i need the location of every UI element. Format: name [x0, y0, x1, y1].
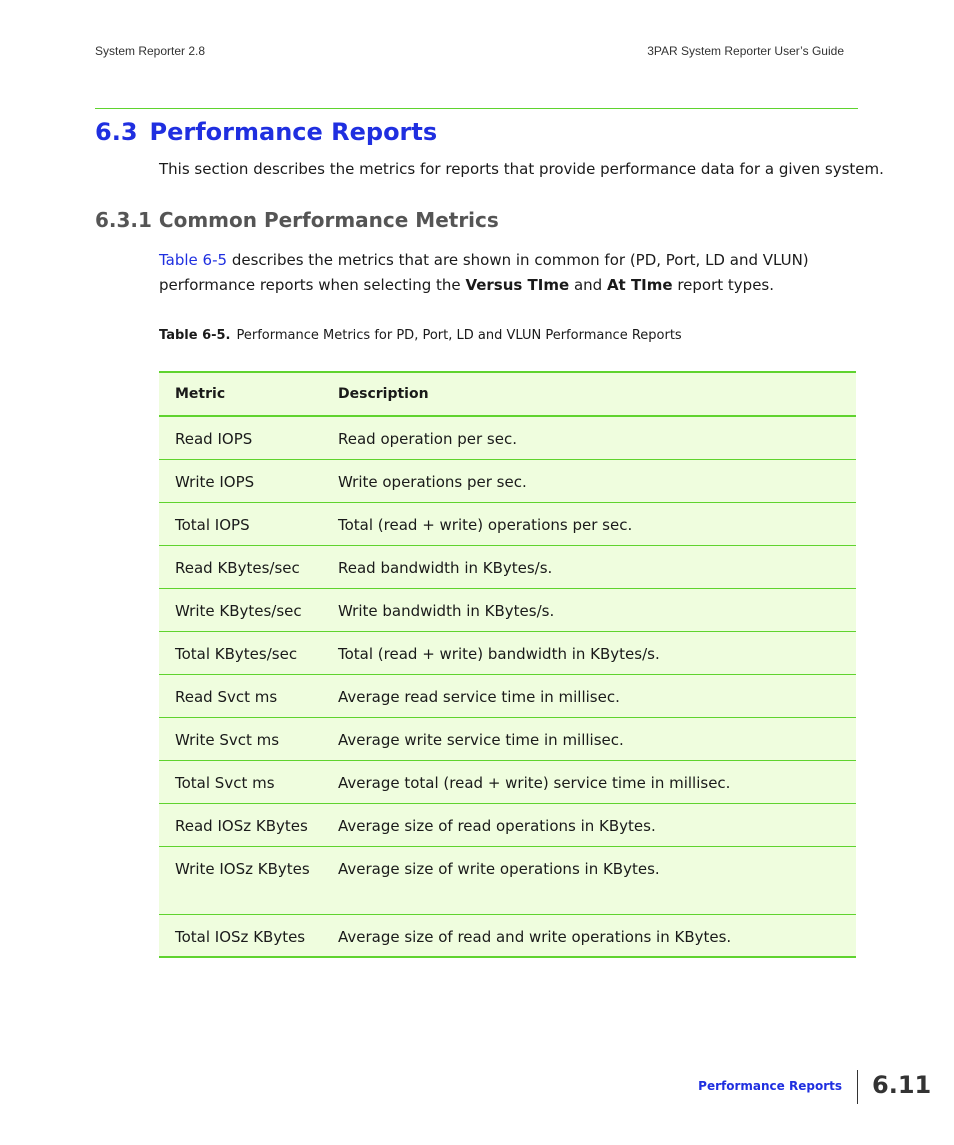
section-title: Performance Reports	[149, 118, 438, 146]
paragraph-text-2: and	[569, 276, 607, 294]
footer-divider	[857, 1070, 858, 1104]
metric-cell: Write KBytes/sec	[159, 588, 322, 631]
table-row	[159, 914, 856, 957]
description-cell: Average read service time in millisec.	[322, 674, 856, 717]
metric-cell: Total IOSz KBytes	[159, 914, 322, 957]
table-row	[159, 502, 856, 545]
table-reference-link[interactable]: Table 6-5	[159, 251, 228, 269]
table-row	[159, 459, 856, 502]
description-cell: Average size of read and write operations in KBytes.	[322, 914, 856, 957]
running-header-right: 3PAR System Reporter User’s Guide	[647, 44, 844, 58]
metric-cell: Total IOPS	[159, 502, 322, 545]
section-heading	[95, 118, 437, 146]
description-cell: Average size of write operations in KBytes.	[322, 846, 856, 914]
table-caption	[159, 328, 682, 343]
running-header-left: System Reporter 2.8	[95, 44, 206, 58]
metric-cell: Write IOSz KBytes	[159, 846, 322, 914]
page-number: 6.11	[872, 1071, 932, 1099]
at-time-term: At TIme	[606, 276, 673, 294]
table-header-row	[159, 372, 856, 416]
description-cell: Average write service time in millisec.	[322, 717, 856, 760]
table-row	[159, 760, 856, 803]
column-header-metric: Metric	[159, 372, 322, 416]
section-number: 6.3	[95, 118, 138, 146]
metric-cell: Read IOPS	[159, 416, 322, 459]
table-row	[159, 674, 856, 717]
description-cell: Average total (read + write) service time in millisec.	[322, 760, 856, 803]
subsection-heading: 6.3.1 Common Performance Metrics	[95, 208, 499, 232]
description-cell: Write operations per sec.	[322, 459, 856, 502]
metrics-table	[159, 371, 856, 958]
description-cell: Read bandwidth in KBytes/s.	[322, 545, 856, 588]
section-intro: This section describes the metrics for reports that provide performance data for a given system.	[159, 160, 884, 178]
description-cell: Read operation per sec.	[322, 416, 856, 459]
metric-cell: Total KBytes/sec	[159, 631, 322, 674]
table-row	[159, 416, 856, 459]
metric-cell: Read IOSz KBytes	[159, 803, 322, 846]
header-divider	[95, 108, 858, 109]
table-row	[159, 588, 856, 631]
table-caption-text: Performance Metrics for PD, Port, LD and VLUN Performance Reports	[236, 328, 682, 343]
paragraph-text-1: describes the metrics that are shown in common for (PD, Port, LD and VLUN) performance reports when selecting the	[159, 251, 809, 294]
metric-cell: Total Svct ms	[159, 760, 322, 803]
footer-section-label: Performance Reports	[698, 1079, 842, 1093]
description-cell: Average size of read operations in KBytes.	[322, 803, 856, 846]
subsection-paragraph	[159, 248, 839, 298]
metric-cell: Read Svct ms	[159, 674, 322, 717]
versus-time-term: Versus TIme	[465, 276, 570, 294]
table-caption-label: Table 6-5.	[159, 328, 231, 343]
metric-cell: Write IOPS	[159, 459, 322, 502]
description-cell: Total (read + write) bandwidth in KBytes/s.	[322, 631, 856, 674]
table-row	[159, 545, 856, 588]
table-row	[159, 717, 856, 760]
description-cell: Write bandwidth in KBytes/s.	[322, 588, 856, 631]
column-header-description: Description	[322, 372, 856, 416]
metric-cell: Write Svct ms	[159, 717, 322, 760]
metric-cell: Read KBytes/sec	[159, 545, 322, 588]
table-row	[159, 803, 856, 846]
table-row	[159, 631, 856, 674]
description-cell: Total (read + write) operations per sec.	[322, 502, 856, 545]
table-row	[159, 846, 856, 914]
paragraph-text-3: report types.	[672, 276, 775, 294]
